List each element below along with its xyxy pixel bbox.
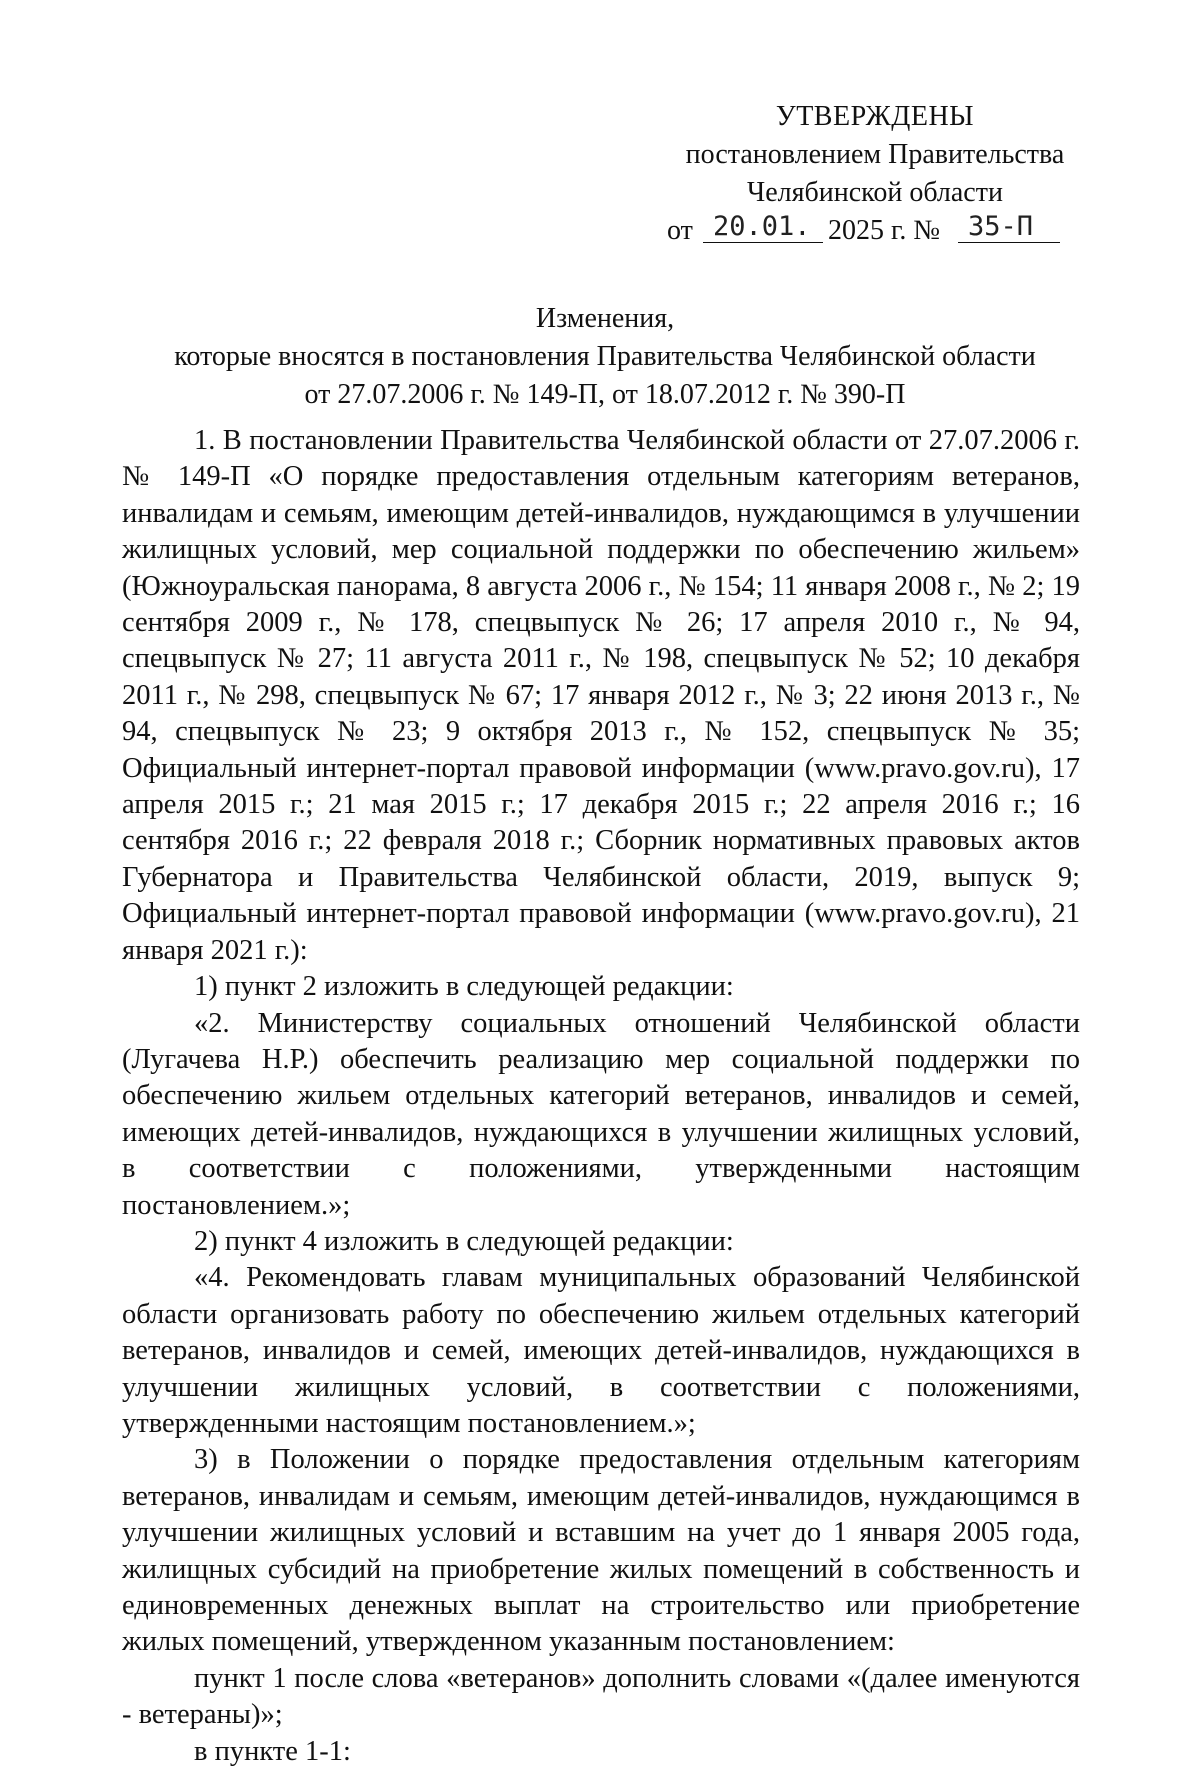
approval-number: 35-П <box>968 211 1034 242</box>
paragraph-5: «4. Рекомендовать главам муниципальных образований Челябинской области организовать работу по обеспечению жильем отдельных категорий ветеранов, инвалидов и семей, имеющих детей-инвалидов, нуждающихся в улучшении жилищных условий, в соответствии с положениями, утвержденными настоящим постановлением.»; <box>122 1262 1080 1439</box>
paragraph-8: в пункте 1-1: <box>194 1735 351 1767</box>
approval-line-1: постановлением Правительства <box>685 139 1065 170</box>
heading-line-2: от 27.07.2006 г. № 149-П, от 18.07.2012 г. № 390-П <box>304 379 906 410</box>
paragraph-7: пункт 1 после слова «ветеранов» дополнить словами «(далее именуются - ветераны)»; <box>122 1662 1080 1731</box>
heading-title: Изменения, <box>535 303 675 334</box>
paragraph-3: «2. Министерству социальных отношений Челябинской области (Лугачева Н.Р.) обеспечить реализацию мер социальной поддержки по обеспечению жильем отдельных категорий ветеранов, инвалидов и семей, имеющих детей-инвалидов, нуждающихся в улучшении жилищных условий, в соответствии с положениями, утвержденными настоящим постановлением.»; <box>122 1007 1080 1221</box>
approval-date: 20.01. <box>713 211 811 242</box>
paragraph-6: 3) в Положении о порядке предоставления отдельным категориям ветеранов, инвалидам и семьям, имеющим детей-инвалидов, нуждающимся в улучшении жилищных условий и вставшим на учет до 1 января 2005 года, жилищных субсидий на приобретение жилых помещений в собственность и единовременных денежных выплат на строительство или приобретение жилых помещений, утвержденном указанным постановлением: <box>122 1444 1080 1658</box>
approval-ot: от <box>667 215 693 246</box>
heading-line-1: которые вносятся в постановления Правительства Челябинской области <box>174 341 1036 372</box>
approval-block <box>660 98 1090 254</box>
document-body <box>122 423 1080 1770</box>
paragraph-1: 1. В постановлении Правительства Челябинской области от 27.07.2006 г. № 149-П «О порядке предоставления отдельным категориям ветеранов, инвалидам и семьям, имеющим детей-инвалидов, нуждающимся в улучшении жилищных условий, мер социальной поддержки по обеспечению жильем» (Южноуральская панорама, 8 августа 2006 г., № 154; 11 января 2008 г., № 2; 19 сентября 2009 г., № 178, спецвыпуск № 26; 17 апреля 2010 г., № 94, спецвыпуск № 27; 11 августа 2011 г., № 198, спецвыпуск № 52; 10 декабря 2011 г., № 298, спецвыпуск № 67; 17 января 2012 г., № 3; 22 июня 2013 г., № 94, спецвыпуск № 23; 9 октября 2013 г., № 152, спецвыпуск № 35; Официальный интернет-портал правовой информации (www.pravo.gov.ru), 17 апреля 2015 г.; 21 мая 2015 г.; 17 декабря 2015 г.; 22 апреля 2016 г.; 16 сентября 2016 г.; 22 февраля 2018 г.; Сборник нормативных правовых актов Губернатора и Правительства Челябинской области, 2019, выпуск 9; Официальный интернет-портал правовой информации (www.pravo.gov.ru), 21 января 2021 г.): <box>122 425 1080 966</box>
approval-line-2: Челябинской области <box>747 177 1003 208</box>
approval-title: УТВЕРЖДЕНЫ <box>775 101 975 132</box>
paragraph-2: 1) пункт 2 изложить в следующей редакции: <box>194 971 734 1003</box>
paragraph-4: 2) пункт 4 изложить в следующей редакции: <box>194 1225 734 1257</box>
approval-year: 2025 г. № <box>828 215 941 246</box>
document-heading <box>130 300 1080 414</box>
approval-date-line <box>660 212 1090 254</box>
